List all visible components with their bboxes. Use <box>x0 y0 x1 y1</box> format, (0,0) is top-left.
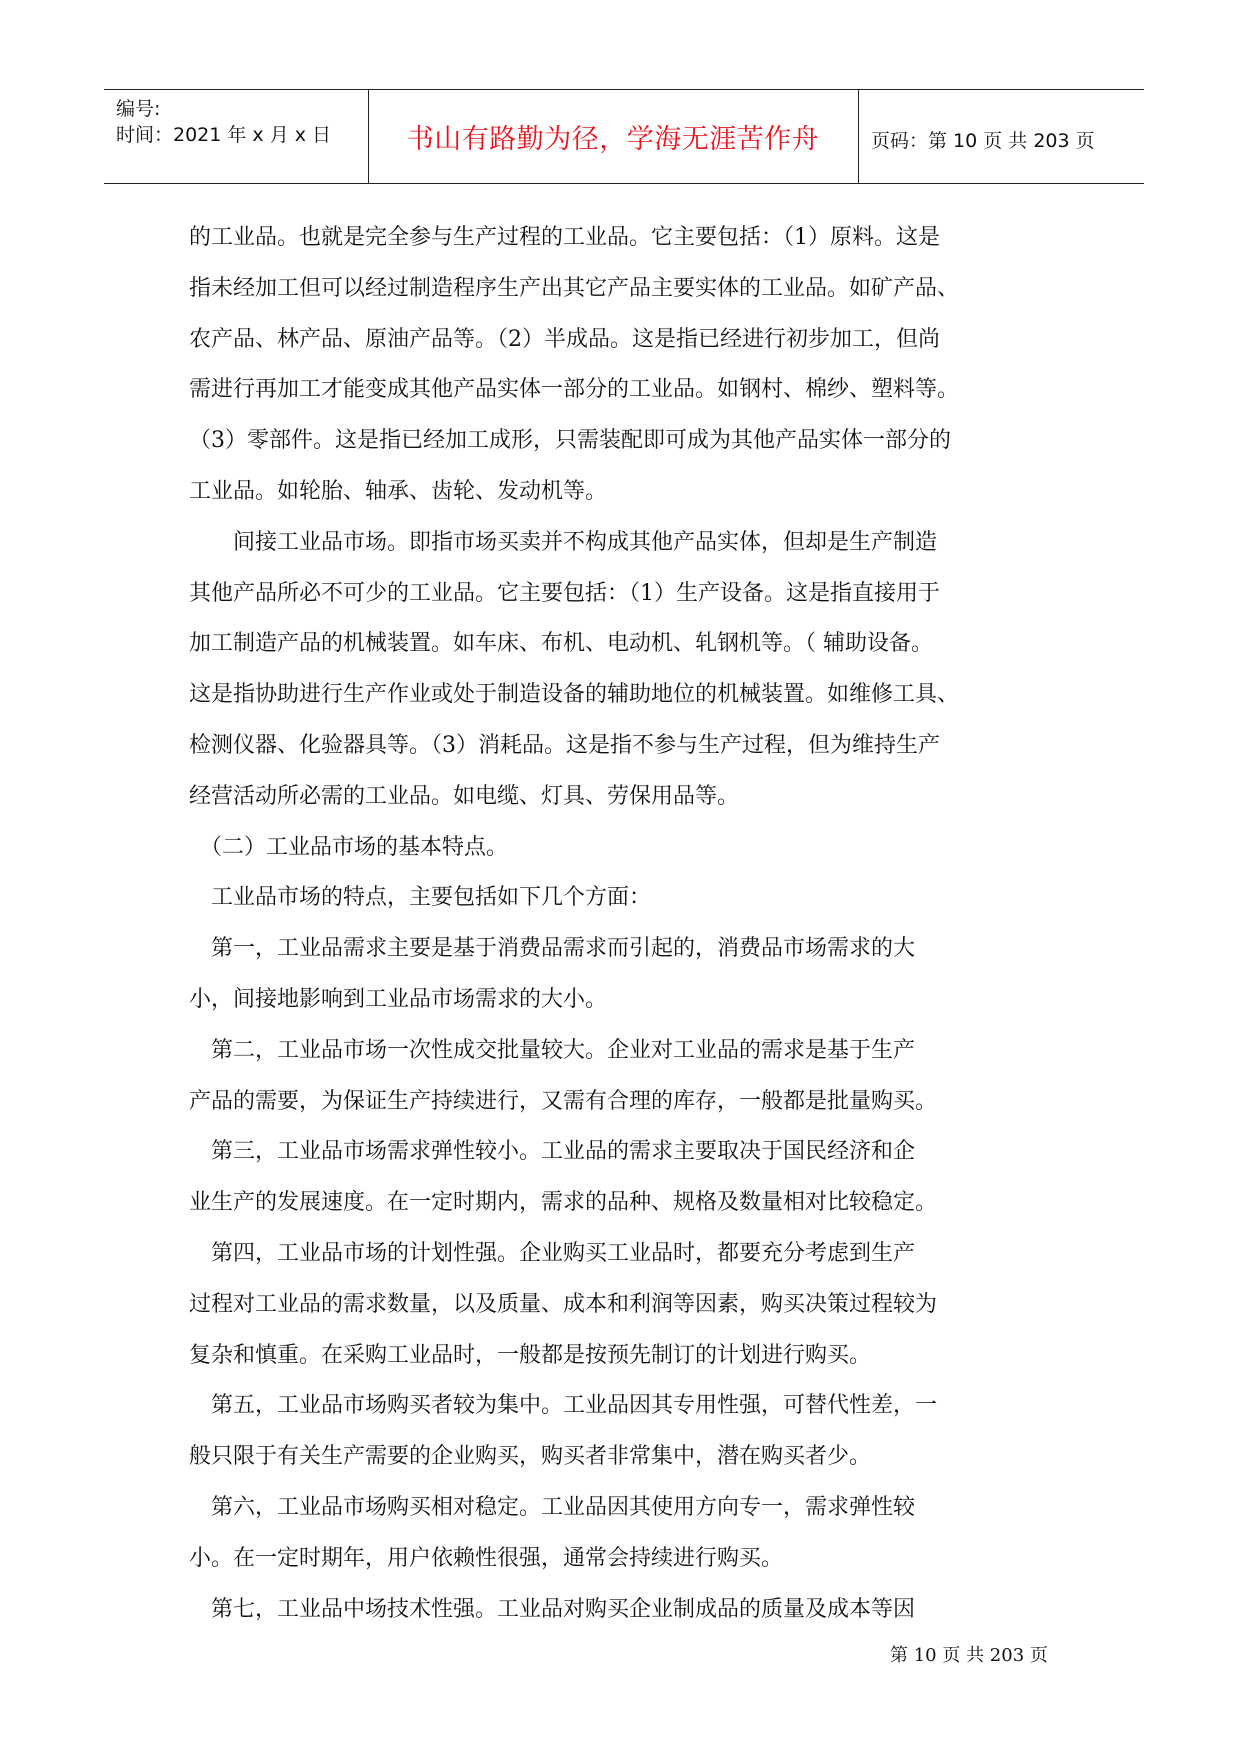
body-line: 第五，工业品市场购买者较为集中。工业品因其专用性强，可替代性差，一 <box>189 1393 938 1419</box>
body-line: 其他产品所必不可少的工业品。它主要包括：（1）生产设备。这是指直接用于 <box>189 580 940 606</box>
body-line: 加工制造产品的机械装置。如车床、布机、电动机、轧钢机等。（ 辅助设备。 <box>189 631 933 657</box>
header-page-cell <box>859 90 1144 183</box>
page-header <box>104 89 1144 184</box>
body-line: 第四，工业品市场的计划性强。企业购买工业品时，都要充分考虑到生产 <box>189 1240 916 1266</box>
body-line: 过程对工业品的需求数量，以及质量、成本和利润等因素，购买决策过程较为 <box>189 1291 938 1317</box>
body-line: 复杂和慎重。在采购工业品时，一般都是按预先制订的计划进行购买。 <box>189 1342 872 1368</box>
body-line: 农产品、林产品、原油产品等。（2）半成品。这是指已经进行初步加工，但尚 <box>189 326 940 352</box>
body-line: 小。在一定时期年，用户依赖性很强，通常会持续进行购买。 <box>189 1545 784 1571</box>
body-line: 的工业品。也就是完全参与生产过程的工业品。它主要包括：（1）原料。这是 <box>189 225 940 250</box>
body-line: 第七，工业品中场技术性强。工业品对购买企业制成品的质量及成本等因 <box>189 1596 916 1622</box>
body-line: 般只限于有关生产需要的企业购买，购买者非常集中，潜在购买者少。 <box>189 1444 872 1470</box>
body-line: 第六，工业品市场购买相对稳定。工业品因其使用方向专一，需求弹性较 <box>189 1494 916 1520</box>
body-line: 业生产的发展速度。在一定时期内，需求的品种、规格及数量相对比较稳定。 <box>189 1190 938 1216</box>
header-page-code: 页码：第 10 页 共 203 页 <box>871 130 1095 152</box>
body-line: （3）零部件。这是指已经加工成形，只需装配即可成为其他产品实体一部分的 <box>189 428 951 454</box>
header-motto: 书山有路勤为径，学海无涯苦作舟 <box>406 124 820 155</box>
body-line: 第三，工业品市场需求弹性较小。工业品的需求主要取决于国民经济和企 <box>189 1139 916 1165</box>
body-line: 检测仪器、化验器具等。（3）消耗品。这是指不参与生产过程，但为维持生产 <box>189 732 940 758</box>
body-line: 需进行再加工才能变成其他产品实体一部分的工业品。如钢村、棉纱、塑料等。 <box>189 377 960 403</box>
body-line: 这是指协助进行生产作业或处于制造设备的辅助地位的机械装置。如维修工具、 <box>189 682 960 708</box>
body-line: 工业品市场的特点，主要包括如下几个方面： <box>189 885 652 911</box>
body-line: 小，间接地影响到工业品市场需求的大小。 <box>189 986 608 1012</box>
document-number-label: 编号: <box>116 98 161 120</box>
body-line: 经营活动所必需的工业品。如电缆、灯具、劳保用品等。 <box>189 783 740 809</box>
body-line: 产品的需要，为保证生产持续进行，又需有合理的库存，一般都是批量购买。 <box>189 1088 938 1114</box>
body-line: 指未经加工但可以经过制造程序生产出其它产品主要实体的工业品。如矿产品、 <box>189 275 960 301</box>
header-motto-cell <box>368 90 859 183</box>
page-footer: 第 10 页 共 203 页 <box>890 1645 1048 1666</box>
document-body <box>189 213 1069 1635</box>
body-line: 间接工业品市场。即指市场买卖并不构成其他产品实体，但却是生产制造 <box>189 529 938 555</box>
body-line: 工业品。如轮胎、轴承、齿轮、发动机等。 <box>189 478 608 504</box>
header-info-cell <box>104 90 369 183</box>
section-heading: （二）工业品市场的基本特点。 <box>189 834 509 860</box>
body-line: 第二，工业品市场一次性成交批量较大。企业对工业品的需求是基于生产 <box>189 1037 916 1063</box>
body-line: 第一，工业品需求主要是基于消费品需求而引起的，消费品市场需求的大 <box>189 936 916 962</box>
document-time-label: 时间：2021 年 x 月 x 日 <box>116 124 332 146</box>
